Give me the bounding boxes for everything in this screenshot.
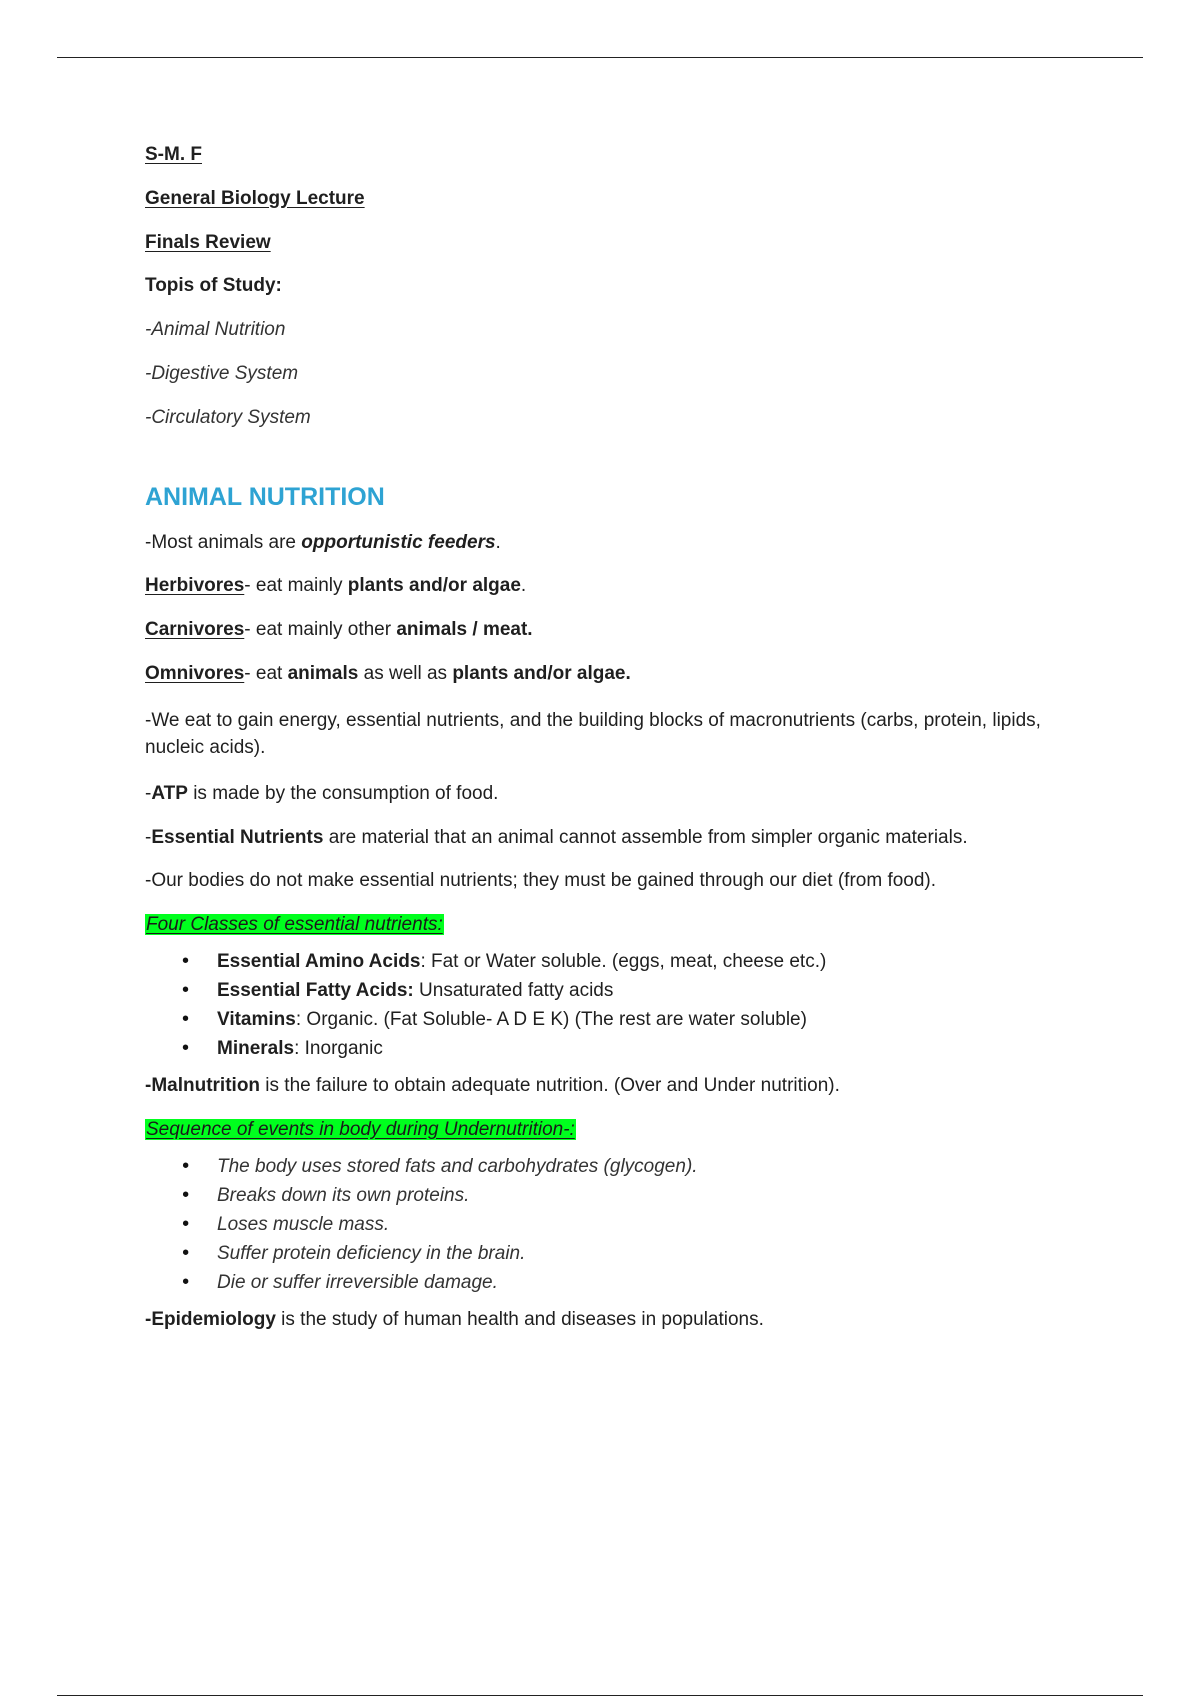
class-text: : Organic. (Fat Soluble- A D E K) (The rest are water soluble)	[295, 1009, 807, 1031]
author-line: S-M. F	[145, 144, 202, 165]
document-body	[145, 144, 1075, 1331]
energy-paragraph: -We eat to gain energy, essential nutrients, and the building blocks of macronutrients (carbs, protein, lipids, nucleic acids).	[145, 709, 1041, 759]
undernutrition-sequence-list	[145, 1152, 1075, 1297]
class-text: : Inorganic	[294, 1038, 383, 1060]
section-heading: ANIMAL NUTRITION	[145, 482, 385, 511]
epidemiology-post: is the study of human health and diseases in populations.	[275, 1308, 764, 1330]
carnivores-definition	[145, 619, 1075, 642]
intro-paragraph	[145, 532, 1075, 555]
malnutrition-paragraph	[145, 1075, 1075, 1098]
sequence-heading-line	[145, 1119, 1075, 1142]
header-rule	[57, 57, 1143, 58]
footer-rule	[57, 1695, 1143, 1696]
malnutrition-bold: -Malnutrition	[145, 1075, 261, 1097]
intro-post: .	[495, 531, 501, 553]
omnivores-bold-2: plants and/or algae.	[452, 662, 631, 684]
classes-heading: Four Classes of essential nutrients:	[146, 914, 443, 936]
atp-pre: -	[145, 782, 152, 804]
list-item: • Suffer protein deficiency in the brain.	[145, 1239, 1075, 1268]
list-item	[145, 1005, 1075, 1034]
class-name: Essential Fatty Acids:	[217, 980, 414, 1002]
carnivores-pre: - eat mainly other	[244, 619, 397, 641]
carnivores-bold: animals / meat.	[396, 619, 533, 641]
herbivores-term: Herbivores	[145, 575, 245, 597]
herbivores-bold: plants and/or algae	[347, 575, 521, 597]
atp-post: is made by the consumption of food.	[187, 782, 499, 804]
list-item	[145, 947, 1075, 976]
essential-nutrients-paragraph	[145, 827, 1075, 850]
herbivores-post: .	[520, 575, 527, 597]
class-text: : Fat or Water soluble. (eggs, meat, cheese etc.)	[420, 951, 827, 973]
diet-paragraph: -Our bodies do not make essential nutrients; they must be gained through our diet (from food).	[145, 870, 937, 892]
intro-bold: opportunistic feeders	[301, 531, 496, 553]
atp-bold: ATP	[151, 782, 188, 804]
omnivores-term: Omnivores	[145, 662, 245, 684]
course-title: General Biology Lecture	[145, 187, 365, 209]
essential-bold: Essential Nutrients	[151, 826, 324, 848]
omnivores-bold-1: animals	[287, 662, 359, 684]
list-item: • Loses muscle mass.	[145, 1210, 1075, 1239]
sequence-heading: Sequence of events in body during Undernutrition-:	[146, 1118, 575, 1140]
class-name: Vitamins	[217, 1009, 296, 1031]
omnivores-definition	[145, 663, 1075, 686]
list-item: • Breaks down its own proteins.	[145, 1181, 1075, 1210]
list-item: • Die or suffer irreversible damage.	[145, 1268, 1075, 1297]
epidemiology-bold: -Epidemiology	[145, 1308, 276, 1330]
omnivores-pre: - eat	[244, 662, 288, 684]
atp-paragraph	[145, 783, 1075, 806]
carnivores-term: Carnivores	[145, 619, 245, 641]
topic-item: -Digestive System	[145, 362, 299, 384]
essential-post: are material that an animal cannot assemble from simpler organic materials.	[323, 826, 968, 848]
omnivores-mid: as well as	[358, 662, 453, 684]
malnutrition-post: is the failure to obtain adequate nutrition. (Over and Under nutrition).	[260, 1075, 840, 1097]
topic-item: -Circulatory System	[145, 406, 311, 428]
list-item	[145, 976, 1075, 1005]
review-title: Finals Review	[145, 231, 271, 253]
herbivores-pre: - eat mainly	[244, 575, 348, 597]
nutrient-classes-list	[145, 947, 1075, 1063]
class-name: Minerals	[217, 1038, 295, 1060]
list-item	[145, 1034, 1075, 1063]
intro-pre: -Most animals are	[145, 531, 302, 553]
topics-label: Topis of Study:	[145, 275, 282, 297]
essential-pre: -	[145, 826, 152, 848]
epidemiology-paragraph	[145, 1309, 1075, 1332]
list-item: • The body uses stored fats and carbohydrates (glycogen).	[145, 1152, 1075, 1181]
classes-heading-line	[145, 914, 1075, 937]
class-name: Essential Amino Acids	[217, 951, 421, 973]
topic-item: -Animal Nutrition	[145, 319, 286, 341]
herbivores-definition	[145, 575, 1075, 598]
class-text: Unsaturated fatty acids	[413, 980, 614, 1002]
